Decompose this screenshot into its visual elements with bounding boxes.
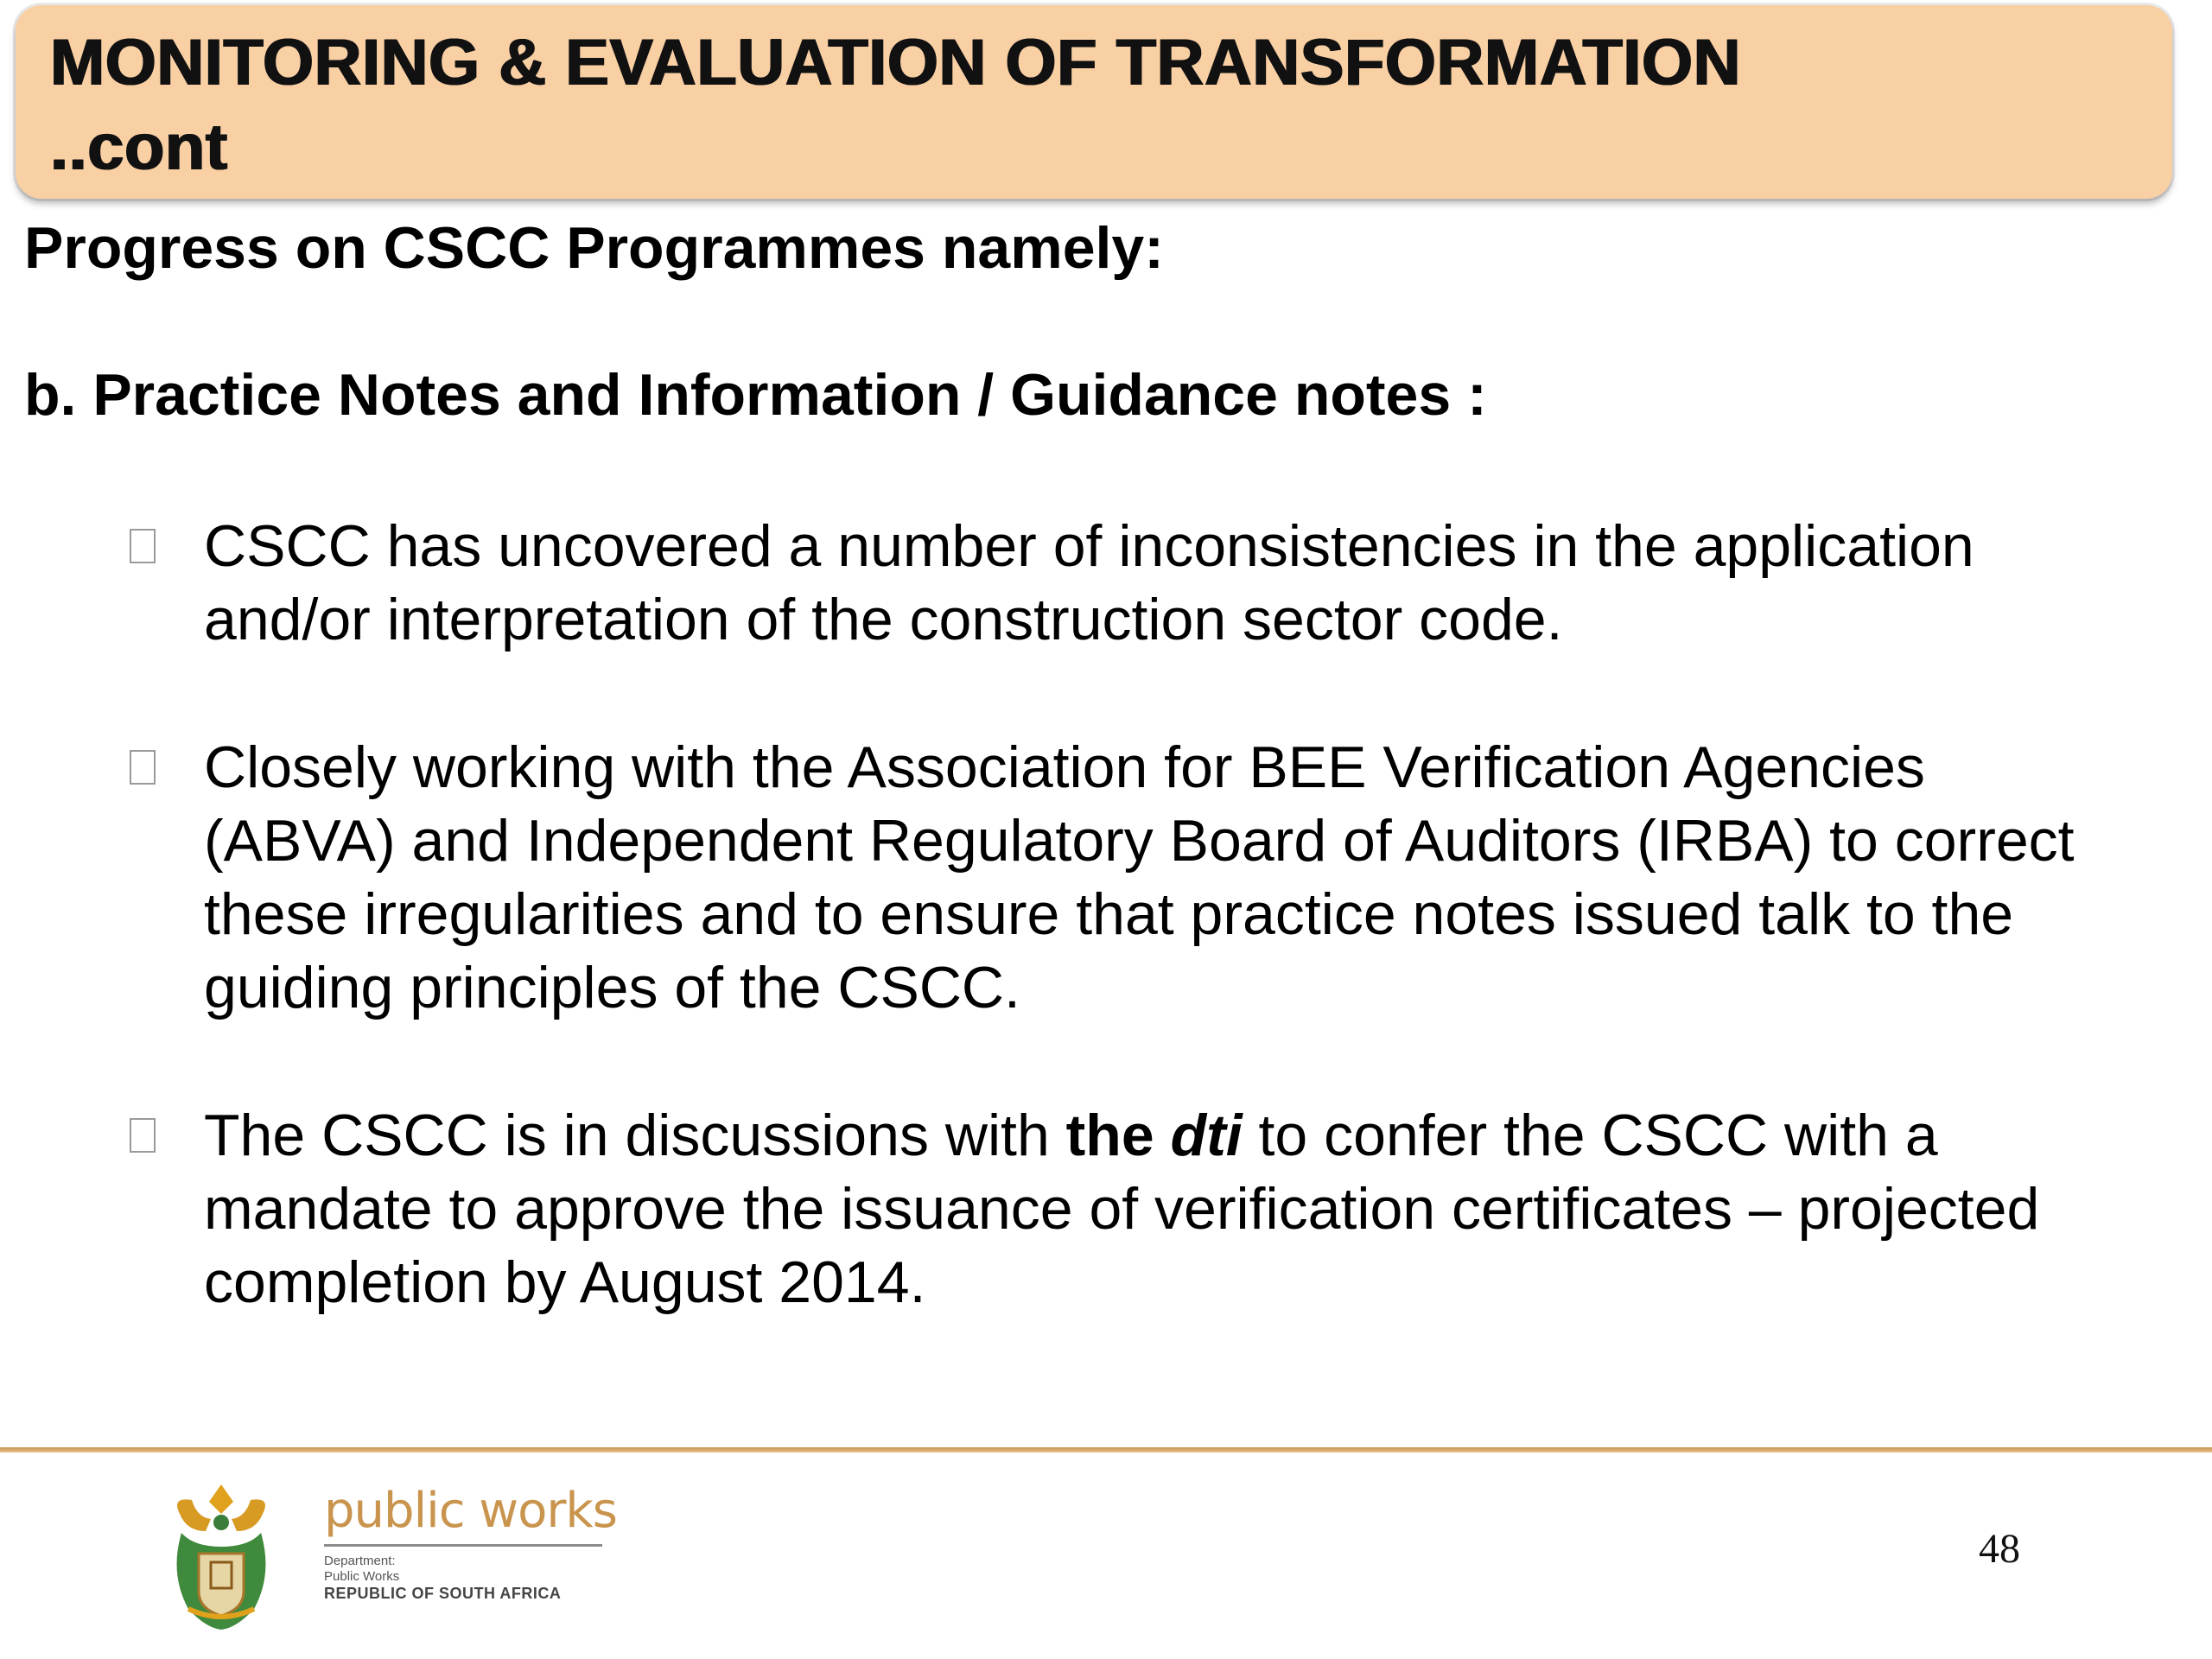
- footer-divider: [0, 1447, 2212, 1452]
- brand-department: Department:: [324, 1554, 396, 1568]
- checkbox-bullet-icon: [130, 529, 156, 563]
- section-subheading: b. Practice Notes and Information / Guidance notes :: [24, 362, 1487, 428]
- checkbox-bullet-icon: [130, 1118, 156, 1153]
- brand-block: [324, 1483, 617, 1603]
- brand-name: public works: [324, 1483, 617, 1539]
- checkbox-bullet-icon: [130, 750, 156, 785]
- coat-of-arms-icon: [162, 1479, 280, 1633]
- bullet-text-bold: the: [1065, 1103, 1171, 1168]
- bullet-text-before: The CSCC is in discussions with: [204, 1103, 1066, 1168]
- page-number: 48: [1979, 1526, 2020, 1572]
- bullet-item: [130, 731, 2082, 1025]
- bullet-item: [130, 1099, 2082, 1319]
- bullet-text-after: to confer the CSCC with a mandate to approve the issuance of verification certificates – projected completion by August 2014.: [204, 1103, 2040, 1315]
- slide-title-line-2: ..cont: [50, 111, 228, 184]
- brand-department-name: Public Works: [324, 1569, 400, 1584]
- bullet-text: Closely working with the Association for BEE Verification Agencies (ABVA) and Independent Regulatory Board of Auditors (IRBA) to correct these irregularities and to ensure that practice notes issued talk to the guiding principles of the CSCC.: [204, 734, 2075, 1020]
- bullet-item: [130, 510, 2082, 657]
- bullet-text-dti: dti: [1170, 1103, 1243, 1168]
- slide-title-box: [16, 5, 2172, 199]
- slide-title-line-1: MONITORING & EVALUATION OF TRANSFORMATION: [50, 26, 1741, 99]
- brand-rule: [324, 1544, 602, 1547]
- bullet-text: CSCC has uncovered a number of inconsistencies in the application and/or interpretation of the construction sector code.: [204, 513, 1974, 652]
- bullet-text: [204, 1099, 2082, 1319]
- brand-country: REPUBLIC OF SOUTH AFRICA: [324, 1585, 562, 1602]
- section-heading: Progress on CSCC Programmes namely:: [24, 215, 1164, 281]
